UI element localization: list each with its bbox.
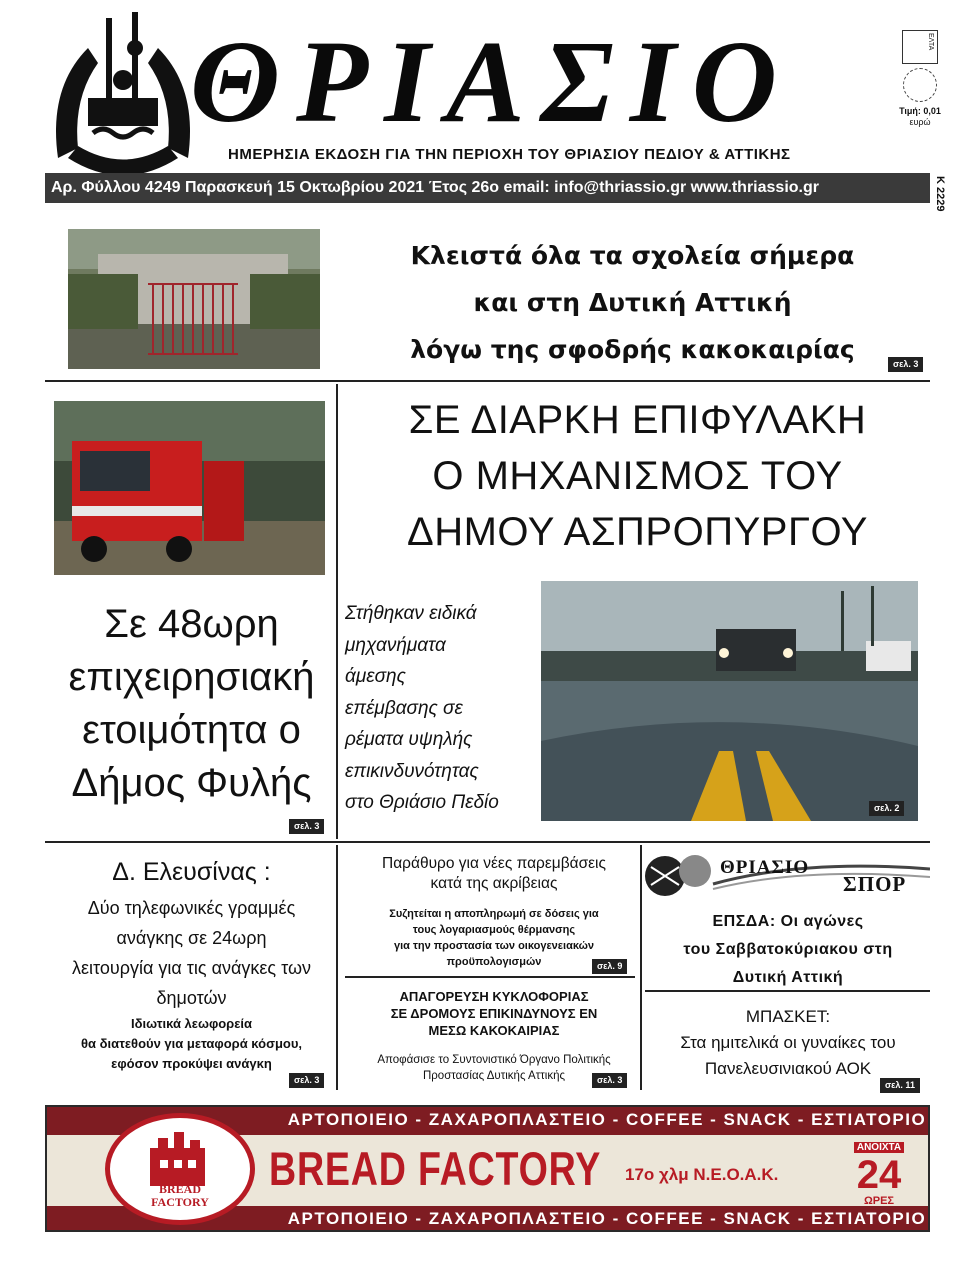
- elefsina-bold-line: θα διατεθούν για μεταφορά κόσμου,: [80, 1036, 303, 1051]
- apagorefsi-title: [350, 988, 638, 1039]
- main-headline-line: ΣΕ ΔΙΑΡΚΗ ΕΠΙΦΥΛΑΚΗ: [408, 398, 867, 442]
- epsda-line: Δυτική Αττική: [732, 969, 844, 986]
- sport-divider: [645, 990, 930, 992]
- middle-divider: [45, 841, 930, 843]
- apagorefsi-line: Προστασίας Δυτικής Αττικής: [422, 1070, 566, 1082]
- column-divider-lower-right: [640, 845, 642, 1090]
- issue-info-bar: Αρ. Φύλλου 4249 Παρασκευή 15 Οκτωβρίου 2021 Έτος 26ο email: info@thriassio.gr www.thriassio.gr: [45, 173, 930, 203]
- ad-badge-line1: BREAD: [158, 1182, 201, 1196]
- akriveia-line: τους λογαριασμούς θέρμανσης: [412, 924, 576, 936]
- caption-line: στο Θριάσιο Πεδίο: [345, 792, 499, 813]
- basket-line: ΜΠΑΣΚΕΤ:: [745, 1007, 831, 1026]
- elefsina-bold-line: Ιδιωτικά λεωφορεία: [131, 1016, 252, 1031]
- postage-stamp: [895, 30, 945, 162]
- top-headline-line: και στη Δυτική Αττική: [473, 288, 792, 317]
- sport-logo-suffix: ΣΠΟΡ: [843, 872, 907, 896]
- price-label: Τιμή: 0,01: [899, 106, 941, 116]
- ad-hours-unit: ΩΡΕΣ: [863, 1195, 895, 1207]
- phyle-headline-line: ετοιμότητα ο: [82, 708, 301, 752]
- phyle-headline: [48, 598, 335, 810]
- akriveia-title-line: Παράθυρο για νέες παρεμβάσεις: [382, 855, 606, 872]
- column-divider-upper: [336, 384, 338, 839]
- caption-line: Στήθηκαν ειδικά: [345, 603, 477, 624]
- apagorefsi-title-line: ΣΕ ΔΡΟΜΟΥΣ ΕΠΙΚΙΝΔΥΝΟΥΣ ΕΝ: [390, 1006, 598, 1021]
- ad-top-band-text: ΑΡΤΟΠΟΙΕΙΟ - ΖΑΧΑΡΟΠΛΑΣΤΕΙΟ - COFFEE - SNACK - ΕΣΤΙΑΤΟΡΙΟ: [287, 1110, 927, 1129]
- top-headline-line: λόγω της σφοδρής κακοκαιρίας: [410, 335, 855, 364]
- basket-headline: [648, 1004, 928, 1082]
- main-headline-line: ΔΗΜΟΥ ΑΣΠΡΟΠΥΡΓΟΥ: [407, 510, 868, 554]
- elefsina-bold-line: εφόσον προκύψει ανάγκη: [111, 1056, 272, 1071]
- akriveia-line: Συζητείται η αποπληρωμή σε δόσεις για: [389, 908, 599, 920]
- ad-brand-name: BREAD FACTORY: [269, 1142, 602, 1195]
- akriveia-title: [350, 854, 638, 894]
- akriveia-title-line: κατά της ακρίβειας: [430, 875, 558, 892]
- sport-logo-name: ΘΡΙΑΣΙΟ: [720, 857, 810, 878]
- caption-line: επέμβασης σε: [345, 697, 463, 719]
- column-divider-lower-left: [336, 845, 338, 1090]
- phyle-page-ref: σελ. 3: [289, 819, 324, 834]
- fire-truck-photo: [54, 401, 325, 575]
- issue-code: Κ 2229: [934, 176, 946, 212]
- ad-badge-text: [109, 1183, 251, 1209]
- price-unit: ευρώ: [909, 117, 931, 127]
- main-headline: [345, 392, 930, 560]
- elefsina-line: λειτουργία για τις ανάγκες των: [72, 958, 311, 978]
- epsda-headline: [648, 908, 928, 992]
- caption-line: επικινδυνότητας: [345, 760, 479, 782]
- basket-line: Στα ημιτελικά οι γυναίκες του: [680, 1033, 896, 1052]
- ad-open-label: ΑΝΟΙΧΤΑ: [854, 1142, 904, 1153]
- elefsina-line: ανάγκης σε 24ωρη: [116, 928, 267, 948]
- ad-hours-block: [845, 1137, 913, 1207]
- ad-badge-line2: FACTORY: [151, 1195, 209, 1209]
- masthead-title: ΘΡΙΑΣΙΟ: [190, 16, 793, 147]
- apagorefsi-line: Αποφάσισε το Συντονιστικό Όργανο Πολιτικής: [377, 1054, 611, 1066]
- phyle-headline-line: Σε 48ωρη: [104, 602, 279, 646]
- epsda-line: του Σαββατοκύριακου στη: [683, 941, 893, 958]
- aspropyrgos-caption: [345, 598, 545, 819]
- apagorefsi-title-line: ΑΠΑΓΟΡΕΥΣΗ ΚΥΚΛΟΦΟΡΙΑΣ: [399, 989, 589, 1004]
- flooded-road-photo: [541, 581, 918, 821]
- elefsina-text: [48, 893, 335, 1013]
- elefsina-subtext: [48, 1014, 335, 1074]
- apagorefsi-title-line: ΜΕΣΩ ΚΑΚΟΚΑΙΡΙΑΣ: [428, 1023, 560, 1038]
- top-headline-line: Κλειστά όλα τα σχολεία σήμερα: [410, 241, 855, 270]
- phyle-headline-line: επιχειρησιακή: [68, 655, 315, 699]
- top-divider: [45, 380, 930, 382]
- sport-page-ref: σελ. 11: [880, 1078, 920, 1093]
- phyle-headline-line: Δήμος Φυλής: [71, 761, 312, 805]
- ad-hours-number: 24: [856, 1153, 902, 1197]
- ad-address: 17ο χλμ Ν.Ε.Ο.Α.Κ.: [625, 1165, 779, 1184]
- main-headline-line: Ο ΜΗΧΑΝΙΣΜΟΣ ΤΟΥ: [432, 454, 843, 498]
- akriveia-line: προϋπολογισμών: [446, 956, 542, 968]
- school-gate-photo: [68, 229, 320, 369]
- basket-line: Πανελευσινιακού ΑΟΚ: [704, 1059, 872, 1078]
- top-story-page-ref: σελ. 3: [888, 357, 923, 372]
- caption-line: άμεσης: [345, 666, 406, 687]
- caption-line: μηχανήματα: [345, 634, 446, 656]
- top-headline: [355, 232, 910, 373]
- akriveia-line: για την προστασία των οικογενειακών: [393, 940, 595, 952]
- ad-bottom-band-text: ΑΡΤΟΠΟΙΕΙΟ - ΖΑΧΑΡΟΠΛΑΣΤΕΙΟ - COFFEE - SNACK - ΕΣΤΙΑΤΟΡΙΟ: [287, 1209, 927, 1228]
- elefsina-line: δημοτών: [156, 988, 227, 1008]
- masthead-subtitle: ΗΜΕΡΗΣΙΑ ΕΚΔΟΣΗ ΓΙΑ ΤΗΝ ΠΕΡΙΟΧΗ ΤΟΥ ΘΡΙΑΣΙΟΥ ΠΕΔΙΟΥ & ΑΤΤΙΚΗΣ: [228, 146, 791, 163]
- elta-label: ΕΛΤΑ: [927, 33, 934, 51]
- middle-column-divider: [345, 976, 635, 978]
- elefsina-line: Δύο τηλεφωνικές γραμμές: [87, 898, 296, 918]
- elefsina-page-ref: σελ. 3: [289, 1073, 324, 1088]
- apagorefsi-page-ref: σελ. 3: [592, 1073, 627, 1088]
- akriveia-page-ref: σελ. 9: [592, 959, 627, 974]
- caption-line: ρέματα υψηλής: [345, 729, 473, 750]
- postmark-circle: [903, 68, 937, 102]
- main-story-page-ref: σελ. 2: [869, 801, 904, 816]
- elta-stamp-box: [902, 30, 938, 64]
- epsda-line: ΕΠΣΔΑ: Οι αγώνες: [712, 913, 864, 930]
- bread-factory-ad: [45, 1105, 930, 1232]
- newspaper-logo: [48, 8, 198, 183]
- elefsina-title: Δ. Ελευσίνας :: [112, 858, 271, 886]
